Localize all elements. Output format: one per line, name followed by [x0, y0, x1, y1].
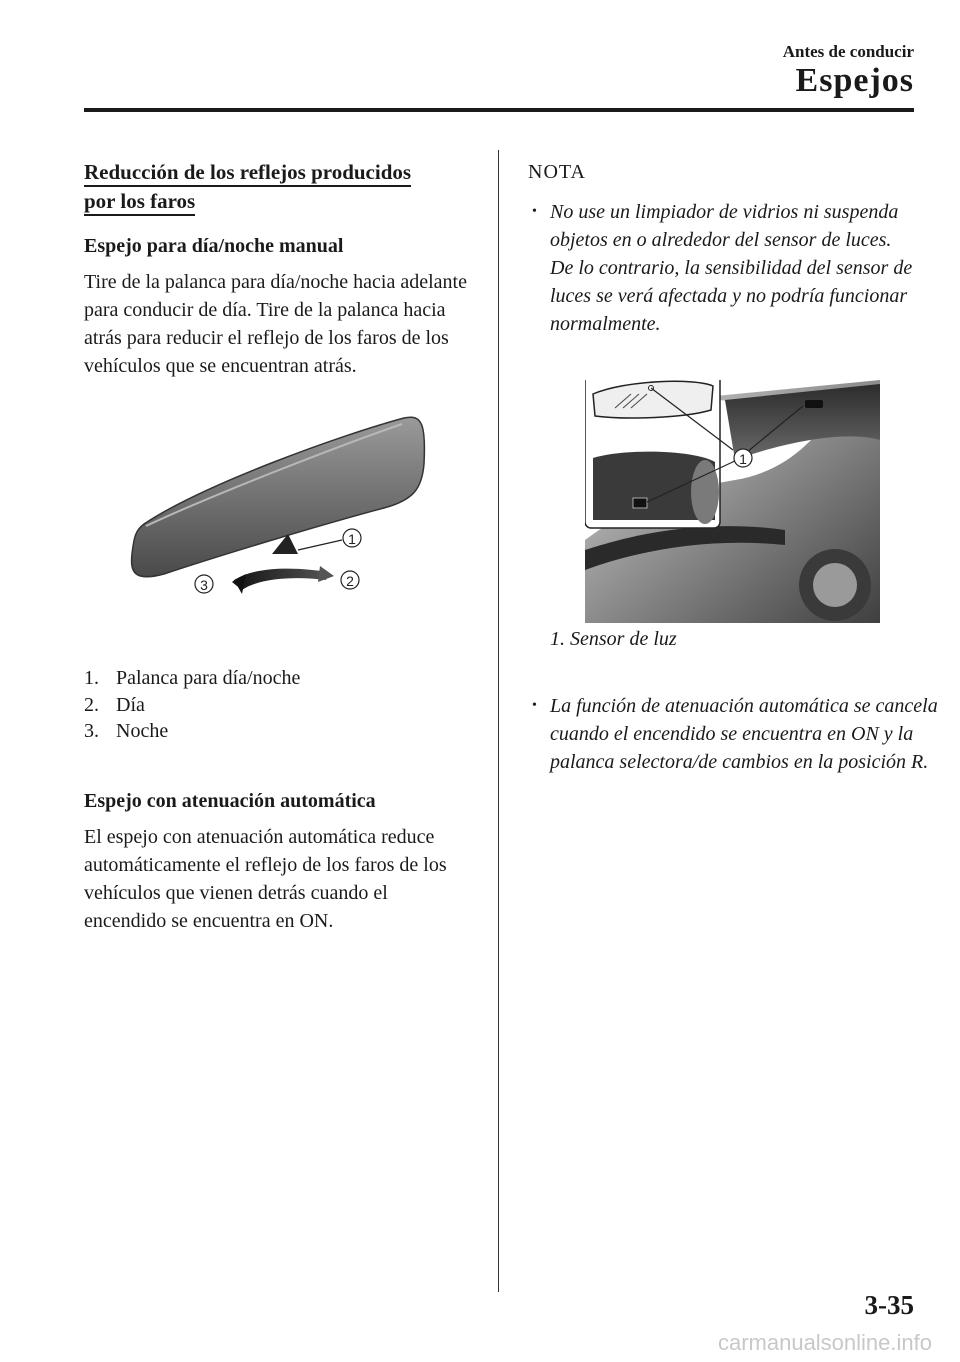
callout-1-sensor	[734, 449, 752, 467]
callout-2-mirror	[341, 571, 359, 589]
section-title-line-1: Reducción de los reflejos producidos	[84, 160, 411, 187]
header-rule	[84, 108, 914, 112]
subhead-auto-dimming: Espejo con atenuación automática	[84, 789, 376, 812]
note-bullet-2	[528, 692, 940, 776]
chapter-title: Espejos	[795, 62, 914, 99]
list-item: 1. Palanca para día/noche	[84, 667, 301, 689]
svg-text:2: 2	[346, 573, 354, 589]
section-title-line-2: por los faros	[84, 189, 195, 216]
note-bullet-1	[528, 198, 918, 338]
right-column	[528, 158, 938, 958]
rotation-arrow	[232, 569, 328, 590]
figure-legend-list	[84, 665, 474, 745]
callout-3-mirror	[195, 575, 213, 593]
figure-caption: 1. Sensor de luz	[550, 628, 677, 650]
paragraph-manual-mirror: Tire de la palanca para día/noche hacia adelante para conducir de día. Tire de la palanca hacia atrás para reducir el reflejo de los faros de los vehículos que se encuentran atrás.	[84, 271, 467, 377]
section-header: Antes de conducir	[782, 42, 914, 61]
list-item: 3. Noche	[84, 720, 169, 742]
bullet-symbol: •	[532, 204, 537, 219]
light-sensor-illustration	[585, 380, 880, 623]
page-number: 3-35	[864, 1290, 914, 1320]
note-bullet-1-text: No use un limpiador de vidrios ni suspenda objetos en o alrededor del sensor de luces. De lo contrario, la sensibilidad del sensor de luces se verá afectada y no podría funcionar normalmente.	[550, 201, 913, 335]
note-bullet-2-text: La función de atenuación automática se cancela cuando el encendido se encuentra en ON y la palanca selectora/de cambios en la posición R.	[550, 695, 938, 773]
paragraph-auto-dimming: El espejo con atenuación automática reduce automáticamente el reflejo de los faros de los vehículos que vienen detrás cuando el encendido se encuentra en ON.	[84, 825, 447, 932]
svg-text:3: 3	[200, 577, 208, 593]
left-column	[84, 158, 474, 935]
subhead-manual-mirror: Espejo para día/noche manual	[84, 235, 344, 257]
section-title	[84, 158, 474, 216]
list-item: 2. Día	[84, 693, 145, 716]
column-divider	[498, 150, 499, 1292]
svg-text:1: 1	[348, 531, 356, 547]
watermark: carmanualsonline.info	[717, 1330, 932, 1355]
callout-1-mirror	[343, 529, 361, 547]
svg-text:1: 1	[739, 451, 747, 467]
inset-box	[585, 380, 720, 528]
note-label: NOTA	[528, 161, 586, 183]
day-night-mirror-illustration	[84, 404, 474, 642]
bullet-symbol: •	[532, 698, 537, 713]
